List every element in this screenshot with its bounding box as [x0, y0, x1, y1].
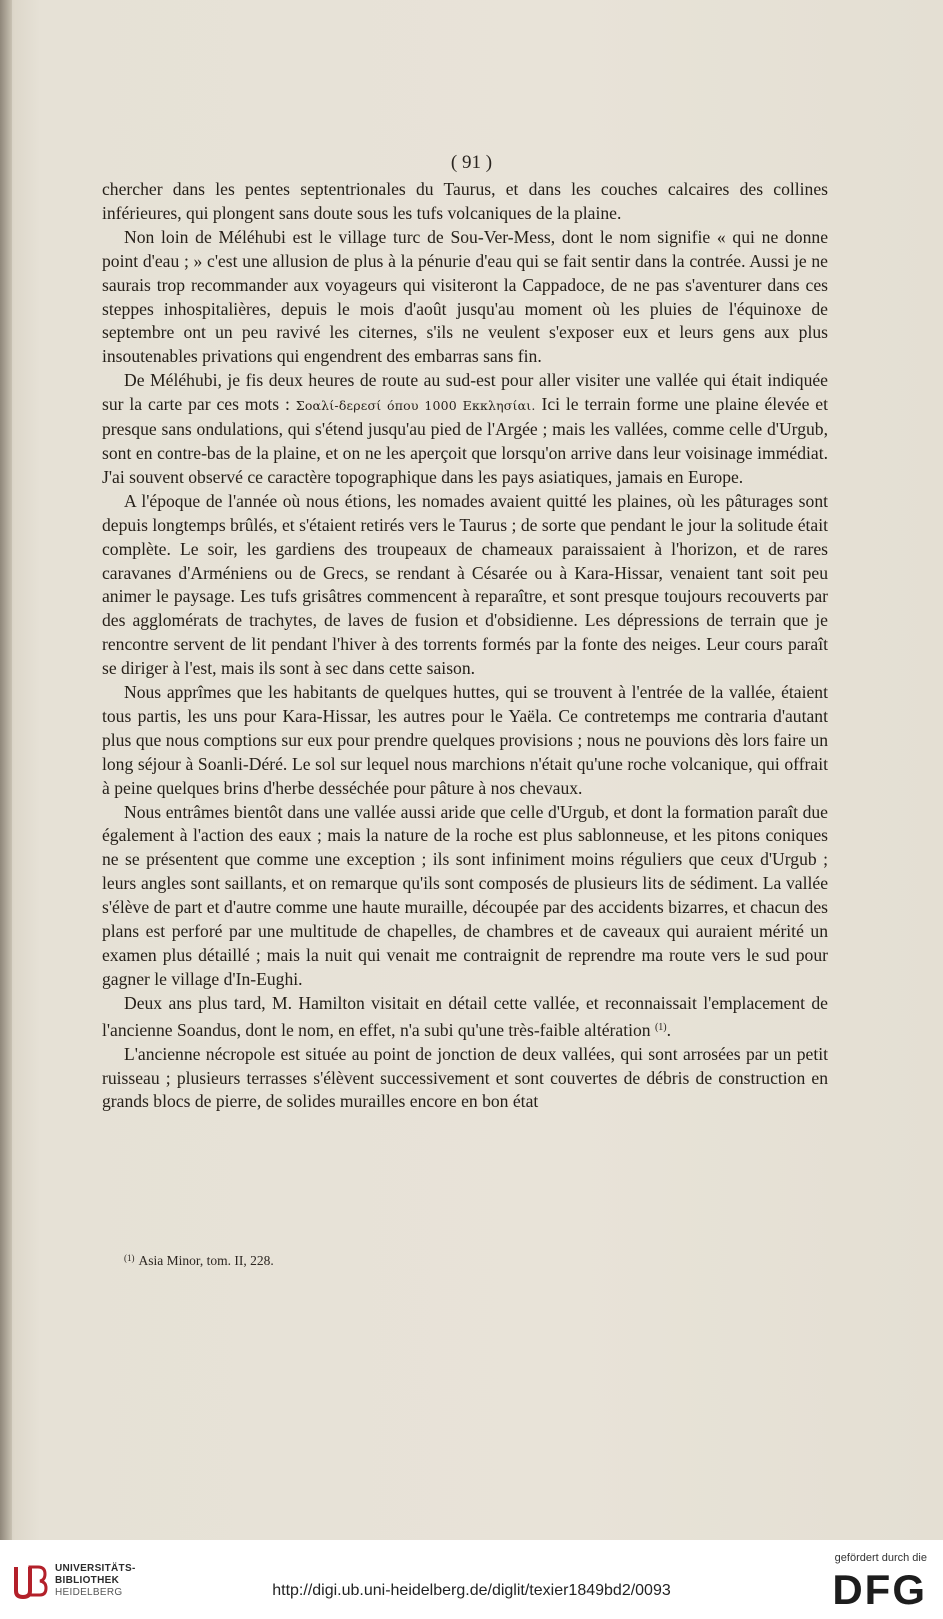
paragraph — [102, 992, 828, 1043]
book-spine-shadow — [0, 0, 12, 1540]
body-text — [102, 178, 828, 1114]
paragraph: A l'époque de l'année où nous étions, les nomades avaient quitté les plaines, où les pâturages sont depuis longtemps brûlés, et s'étaient retirés vers le Taurus ; de sorte que pendant le jour la solitude était complète. Le soir, les gardiens des troupeaux de chameaux paraissaient à l'horizon, et de rares caravanes d'Arméniens ou de Grecs, se rendant à Césarée ou à Kara-Hissar, venaient tant soit peu animer le paysage. Les tufs grisâtres commencent à reparaître, et sont presque toujours recouverts par des agglomérats de trachytes, de laves de fusion et d'obsidienne. Les dépressions de terrain que je rencontre servent de lit pendant l'hiver à des torrents formés par la fonte des neiges. Leur cours paraît se diriger à l'est, mais ils sont à sec dans cette saison. — [102, 490, 828, 679]
paragraph-text: Deux ans plus tard, M. Hamilton visitait en détail cette vallée, et reconnaissait l'emplacement de l'ancienne Soandus, dont le nom, en effet, n'a subi qu'une très-faible altération — [102, 992, 828, 1040]
funder-caption: gefördert durch die — [834, 1552, 927, 1564]
paragraph: L'ancienne nécropole est située au point de jonction de deux vallées, qui sont arrosées par un petit ruisseau ; plusieurs terrasses s'élèvent successivement et sont couvertes de débris de construction en grands blocs de pierre, de solides murailles encore en bon état — [102, 1043, 828, 1112]
dfg-logo: DFG — [832, 1566, 927, 1613]
page-number: ( 91 ) — [450, 152, 493, 173]
footnote — [124, 1253, 274, 1269]
paragraph: Nous apprîmes que les habitants de quelques huttes, qui se trouvent à l'entrée de la vallée, étaient tous partis, les uns pour Kara-Hissar, les autres pour le Yaëla. Ce contretemps me contraria d'autant plus que nous comptions sur eux pour prendre quelques provisions ; nous ne pouvions dès lors faire un long séjour à Soanli-Déré. Le sol sur lequel nous marchions n'était qu'une roche volcanique, qui offrait à peine quelques brins d'herbe desséchée pour pâture à nos chevaux. — [102, 682, 828, 798]
library-name-line: BIBLIOTHEK — [55, 1575, 120, 1586]
paragraph-text: . — [666, 1019, 672, 1040]
greek-inscription: Σοαλί-δερεσί όπου 1000 Εκκλησίαι. — [295, 398, 536, 414]
library-name-line: UNIVERSITÄTS- — [55, 1563, 136, 1574]
paragraph: Nous entrâmes bientôt dans une vallée aussi aride que celle d'Urgub, et dont la formation paraît due également à l'action des eaux ; mais la nature de la roche est plus sablonneuse, et les pitons coniques ne se présentent que comme une exception ; ils sont infiniment moins réguliers que ceux d'Urgub ; leurs angles sont saillants, et on remarque qu'ils sont composés de plusieurs lits de sédiment. La vallée s'élève de part et d'autre comme une haute muraille, découpée par des accidents bizarres, et chacun des plans est perforé par une multitude de chapelles, de chambres et de caveaux qui auraient mérité un examen plus détaillé ; mais la nuit qui venait me contraignit de reprendre ma route vers le sud pour gagner le village d'In-Eughi. — [102, 801, 828, 989]
footer-bar — [0, 1540, 943, 1619]
paragraph-text: De Méléhubi, je fis deux heures de route au sud-est pour aller visiter une vallée qui était indiquée sur la carte par ces mots : — [102, 370, 828, 415]
footnote-reference: (1) — [654, 1021, 667, 1033]
paragraph: chercher dans les pentes septentrionales du Taurus, et dans les couches calcaires des collines inférieures, qui plongent sans doute sous les tufs volcaniques de la plaine. — [102, 179, 828, 223]
paragraph: Non loin de Méléhubi est le village turc de Sou-Ver-Mess, dont le nom signifie « qui ne donne point d'eau ; » c'est une allusion de plus à la pénurie d'eau qui se fait sentir dans la contrée. Aussi je ne saurais trop recommander aux voyageurs qui visiteront la Cappadoce, de ne pas s'aventurer dans ces steppes inhospitalières, depuis le mois d'août jusqu'au moment où les pluies de l'équinoxe de septembre ont un peu ravivé les citernes, s'ils ne veulent s'exposer eux et leurs gens aux plus insoutenables privations qui engendrent des embarras sans fin. — [102, 226, 828, 367]
library-name-line: HEIDELBERG — [55, 1587, 123, 1598]
source-url-link[interactable]: http://digi.ub.uni-heidelberg.de/diglit/texier1849bd2/0093 — [272, 1582, 671, 1599]
footnote-mark: (1) — [124, 1253, 135, 1263]
paragraph-text: Ici le terrain forme une plaine élevée et presque sans ondulations, qui s'étend jusqu'au pied de l'Argée ; mais les vallées, comme celle d'Urgub, sont en contre-bas de la plaine, et on ne les aperçoit que lorsqu'on arrive dans leur voisinage immédiat. J'ai souvent observé ce caractère topographique dans les pays asiatiques, jamais en Europe. — [102, 394, 828, 487]
paragraph — [102, 369, 828, 490]
footnote-text: Asia Minor, tom. II, 228. — [138, 1253, 274, 1268]
